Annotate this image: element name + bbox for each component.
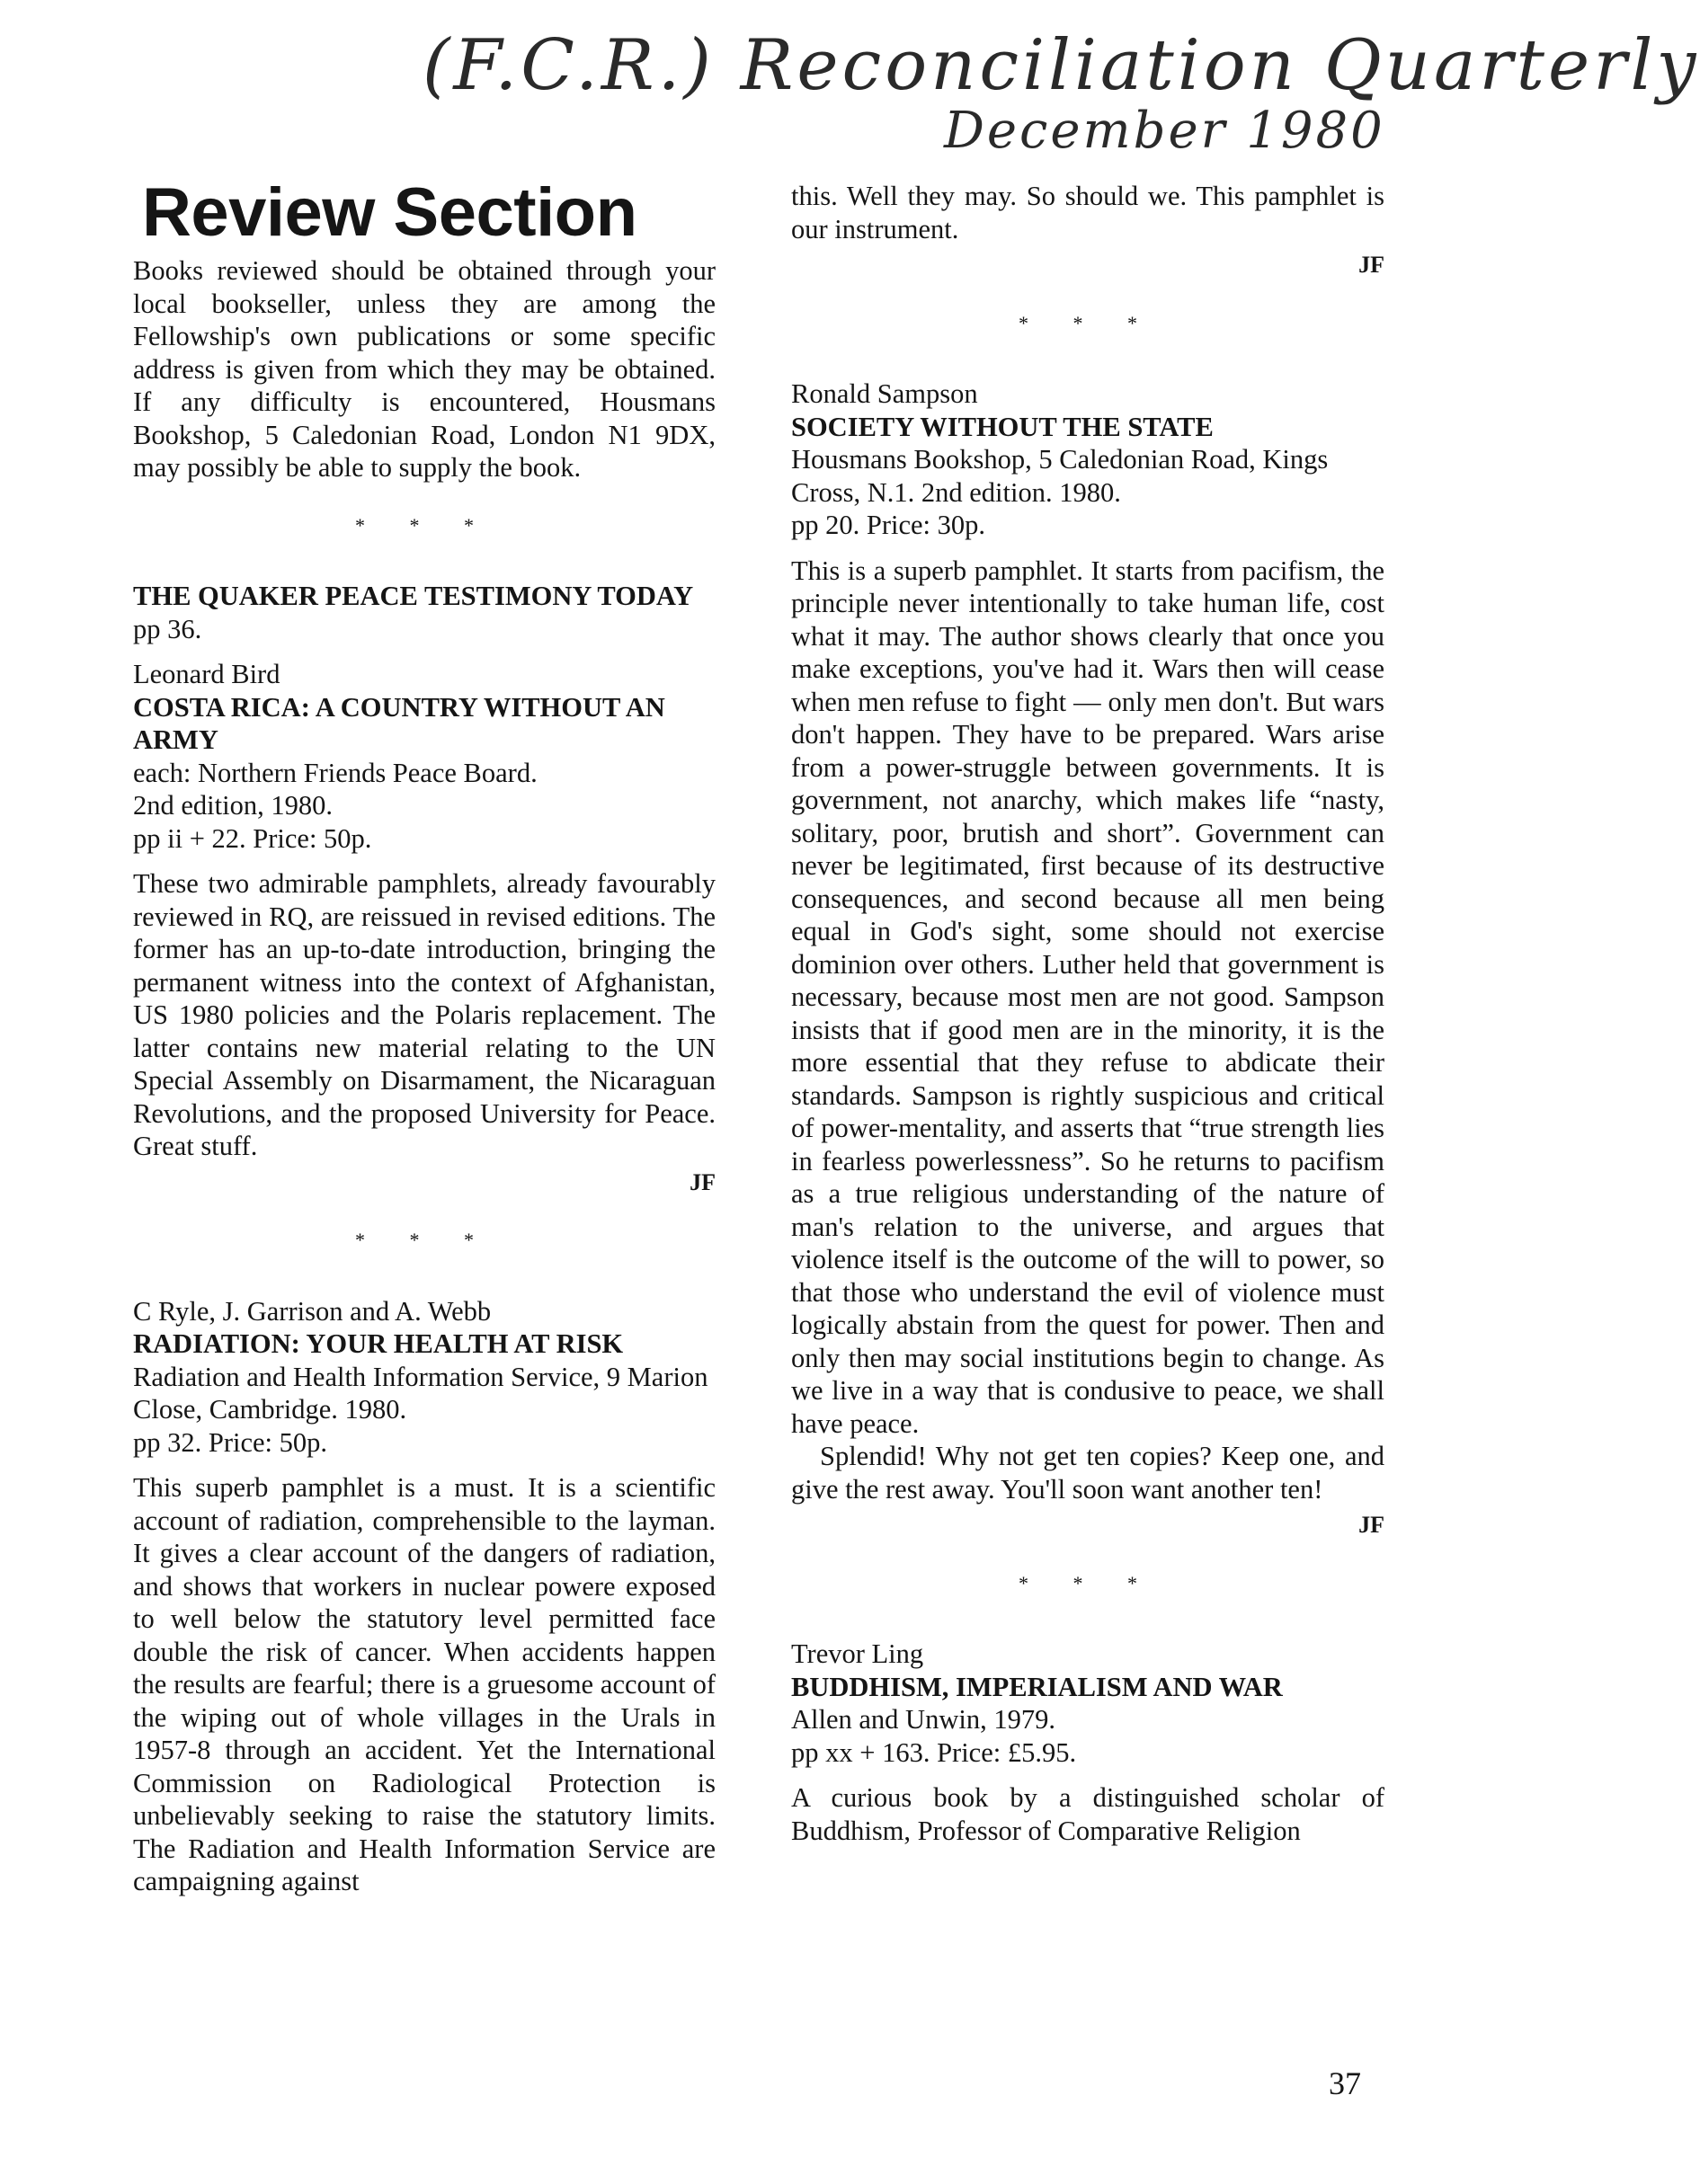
book-title: COSTA RICA: A COUNTRY WITHOUT AN ARMY [133, 691, 665, 755]
right-column [791, 180, 1384, 1847]
book-pages-price: pp 20. Price: 30p. [791, 510, 986, 540]
book-title: RADIATION: YOUR HEALTH AT RISK [133, 1328, 624, 1359]
review-quaker-costa-rica [133, 580, 716, 1199]
page-number: 37 [1329, 2065, 1361, 2101]
handwritten-publication-title: (F.C.R.) Reconciliation Quarterly [423, 25, 1700, 106]
review-radiation [133, 1295, 716, 1898]
review-text-closing: Splendid! Why not get ten copies? Keep one, and give the rest away. You'll soon want another ten! [791, 1441, 1384, 1505]
left-column [133, 175, 716, 1898]
book-title: THE QUAKER PEACE TESTIMONY TODAY [133, 581, 694, 611]
book-publisher: Housmans Bookshop, 5 Caledonian Road, Kings Cross, N.1. 2nd edition. 1980. [791, 444, 1329, 508]
book-author: Ronald Sampson [791, 378, 978, 409]
book-pages-price: pp xx + 163. Price: £5.95. [791, 1736, 1077, 1768]
review-text: This superb pamphlet is a must. It is a scientific account of radiation, comprehensible to the layman. It gives a clear account of the dangers of radiation, and shows that workers in nuclear powere exposed to well below the statutory level permitted face double the risk of cancer. When accidents happen the results are fearful; there is a gruesome account of the wiping out of whole villages in the Urals in 1957-8 through an accident. Yet the International Commission on Radiological Protection is unbelievably seeking to raise the statutory limits. The Radiation and Health Information Service are campaigning against [133, 1472, 716, 1896]
reviewer-signature: JF [1358, 252, 1384, 278]
book-publisher: each: Northern Friends Peace Board. [133, 757, 538, 788]
book-author: Leonard Bird [133, 659, 280, 689]
book-edition: 2nd edition, 1980. [133, 790, 333, 821]
continued-text: this. Well they may. So should we. This pamphlet is our instrument. [791, 181, 1384, 244]
review-buddhism [791, 1638, 1384, 1847]
separator-stars: * * * [355, 513, 494, 537]
book-pages-price: pp ii + 22. Price: 50p. [133, 822, 372, 854]
intro-paragraph: Books reviewed should be obtained through your local bookseller, unless they are among the Fellowship's own publications or some specific address is given from which they may be obtained. If any difficulty is encountered, Housmans Bookshop, 5 Caledonian Road, London N1 9DX, may possibly be able to supply the book. [133, 255, 716, 483]
reviewer-signature: JF [1358, 1512, 1384, 1538]
book-pages: pp 36. [133, 613, 202, 644]
separator-stars: * * * [355, 1229, 494, 1251]
review-text: These two admirable pamphlets, already favourably reviewed in RQ, are reissued in revised editions. The former has an up-to-date introduction, bringing the permanent witness into the context of Afghanistan, US 1980 policies and the Polaris replacement. The latter contains new material relating to the UN Special Assembly on Disarmament, the Nicaraguan Revolutions, and the proposed University for Peace. Great stuff. [133, 868, 716, 1161]
handwritten-annotation [423, 16, 1700, 160]
book-author: Trevor Ling [791, 1638, 924, 1669]
book-authors: C Ryle, J. Garrison and A. Webb [133, 1295, 492, 1327]
section-heading: Review Section [142, 174, 637, 251]
review-society-without-state [791, 377, 1384, 1542]
separator-stars: * * * [1019, 1571, 1157, 1594]
book-title: SOCIETY WITHOUT THE STATE [791, 411, 1214, 442]
book-publisher: Radiation and Health Information Service, 9 Marion Close, Cambridge. 1980. [133, 1361, 708, 1425]
book-title: BUDDHISM, IMPERIALISM AND WAR [791, 1671, 1283, 1702]
reviewer-signature: JF [690, 1168, 716, 1195]
book-pages-price: pp 32. Price: 50p. [133, 1426, 328, 1458]
separator-stars: * * * [1019, 311, 1157, 334]
review-text: This is a superb pamphlet. It starts from pacifism, the principle never intentionally to take human life, cost what it may. The author shows clearly that once you make exceptions, you've had it. Wars then will cease when men refuse to fight — only men don't. But wars don't happen. They have to be prepared. Wars arise from a power-struggle between governments. It is government, not anarchy, which makes life “nasty, solitary, poor, brutish and short”. Government can never be legitimated, first because of its destructive consequences, and second because all men being equal in God's sight, some should not exercise dominion over others. Luther held that government is necessary, because most men are not good. Sampson insists that if good men are in the minority, it is the more essential that they refuse to abdicate their standards. Sampson is rightly suspicious and critical of power-mentality, and asserts that “true strength lies in fearless powerlessness”. So he returns to pacifism as a true religious understanding of the nature of man's relation to the universe, and argues that violence itself is the outcome of the will to power, so that those who understand the evil of violence must logically abstain from the quest for power. Then and only then may social institutions begin to change. As we live in a way that is condusive to peace, we shall have peace. [791, 555, 1384, 1439]
book-publisher: Allen and Unwin, 1979. [791, 1704, 1055, 1735]
handwritten-date: December 1980 [944, 102, 1385, 160]
review-text: A curious book by a distinguished scholar of Buddhism, Professor of Comparative Religion [791, 1782, 1384, 1846]
